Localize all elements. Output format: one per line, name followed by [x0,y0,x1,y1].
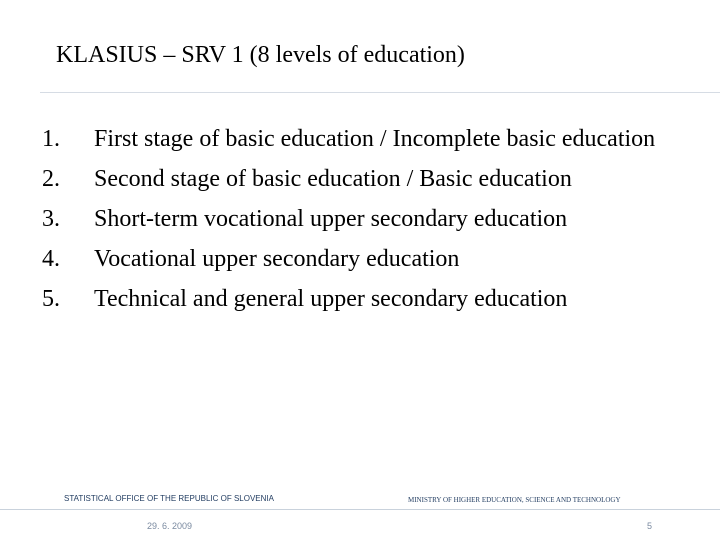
list-item-text: First stage of basic education / Incomplete basic education [94,126,656,152]
list-item-text: Technical and general upper secondary education [94,286,568,312]
list-item-text: Second stage of basic education / Basic education [94,166,572,192]
list-item [40,279,680,319]
list-item [40,119,680,159]
education-levels-list [40,119,680,319]
list-item [40,199,680,239]
slide-title: KLASIUS – SRV 1 (8 levels of education) [56,42,465,68]
list-item-number: 4. [42,246,60,272]
footer-statistical-office: STATISTICAL OFFICE OF THE REPUBLIC OF SLOVENIA [64,494,274,503]
list-item-number: 5. [42,286,60,312]
list-item-number: 1. [42,126,60,152]
footer-ministry: MINISTRY OF HIGHER EDUCATION, SCIENCE AND TECHNOLOGY [408,496,621,504]
list-item [40,159,680,199]
list-item [40,239,680,279]
list-item-text: Vocational upper secondary education [94,246,460,272]
footer-divider [0,509,720,510]
footer-date: 29. 6. 2009 [147,521,193,531]
list-item-text: Short-term vocational upper secondary education [94,206,568,232]
list-item-number: 3. [42,206,60,232]
title-divider [40,92,720,93]
page-number: 5 [647,521,653,531]
list-item-number: 2. [42,166,60,192]
